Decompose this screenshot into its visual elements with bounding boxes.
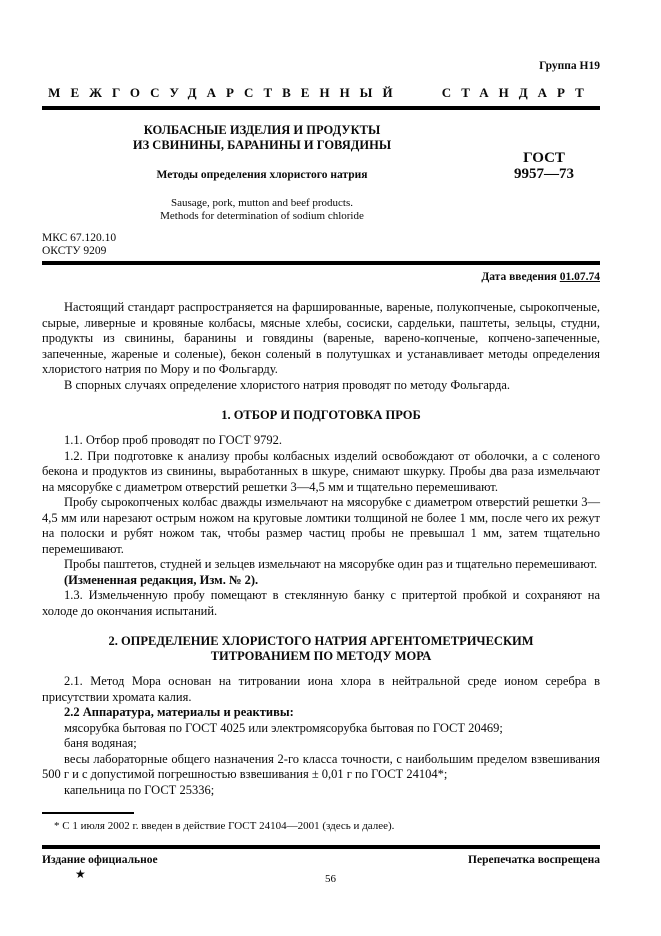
classification-codes — [42, 232, 600, 258]
footnote-text: * С 1 июля 2002 г. введен в действие ГОСТ 24104—2001 (здесь и далее). — [54, 820, 395, 832]
document-title — [42, 123, 482, 153]
apparatus-item-1: мясорубка бытовая по ГОСТ 4025 или электромясорубка бытовая по ГОСТ 20469; — [64, 720, 503, 735]
mks-code: МКС 67.120.10 — [42, 232, 117, 244]
footnote-block — [42, 812, 600, 833]
section-1-body — [42, 433, 600, 619]
apparatus-item-3: весы лабораторные общего назначения 2-го класса точности, с наибольшим пределом взвешивания 500 г и с допустимой погрешностью взвешивания ± 0,01 г по ГОСТ 24104*; — [42, 751, 600, 781]
document-subtitle: Методы определения хлористого натрия — [156, 169, 368, 181]
top-divider — [42, 106, 600, 110]
introduction-date — [42, 271, 600, 283]
standard-type-heading: МЕЖГОСУДАРСТВЕННЫЙ СТАНДАРТ — [48, 85, 594, 100]
section-1-heading: 1. ОТБОР И ПОДГОТОВКА ПРОБ — [221, 408, 421, 422]
clause-1-1: 1.1. Отбор проб проводят по ГОСТ 9792. — [64, 433, 282, 447]
section-2-body — [42, 674, 600, 798]
gost-designation — [488, 123, 600, 222]
section-2-heading — [42, 634, 600, 664]
intro-paragraph-1: Настоящий стандарт распространяется на фаршированные, вареные, полукопченые, сырокопченые, сырые, ливерные и кровяные колбасы, мясные хлебы, сосиски, сардельки, паштеты, зельцы, студни, продукты из свинины, баранины и говядины (вареные, варено-копченые, копчено-запеченные, запеченные, жареные и соленые), бекон соленый в полутушках и устанавливает методы определения хлористого натрия по Мору и по Фольгарду. — [42, 300, 600, 376]
amendment-note: (Измененная редакция, Изм. № 2). — [64, 572, 259, 587]
section-2-heading-line1: 2. ОПРЕДЕЛЕНИЕ ХЛОРИСТОГО НАТРИЯ АРГЕНТОМЕТРИЧЕСКИМ — [108, 634, 534, 648]
footer-reprint-prohibited-label: Перепечатка воспрещена — [468, 854, 600, 866]
gost-number: 9957—73 — [514, 166, 574, 182]
mid-divider — [42, 261, 600, 265]
page-content — [42, 0, 600, 880]
clause-1-2: 1.2. При подготовке к анализу пробы колбасных изделий освобождают от оболочки, а с соленого бекона и продуктов из свинины, выработанных в шкуре, снимают шкурку. Пробы два раза измельчают на мясорубке с диаметром отверстий решетки 3—4,5 мм и тщательно перемешивают. — [42, 448, 600, 494]
footer — [42, 854, 600, 866]
group-label: Группа Н19 — [539, 60, 600, 72]
document-title-english-line2: Methods for determination of sodium chloride — [160, 209, 364, 222]
apparatus-item-4: капельница по ГОСТ 25336; — [64, 782, 215, 797]
document-title-english-line1: Sausage, pork, mutton and beef products. — [170, 197, 354, 209]
clause-1-3: 1.3. Измельченную пробу помещают в стеклянную банку с притертой пробкой и сохраняют на холоде до окончания испытаний. — [42, 588, 600, 618]
intro-paragraph-2: В спорных случаях определение хлористого натрия проводят по методу Фольгарда. — [64, 377, 511, 392]
official-star-icon: ★ — [75, 867, 86, 881]
introduction-date-label: Дата введения — [481, 271, 557, 283]
footer-divider — [42, 845, 600, 849]
page-number: 56 — [325, 873, 336, 885]
document-title-line1: КОЛБАСНЫЕ ИЗДЕЛИЯ И ПРОДУКТЫ — [143, 123, 381, 137]
intro-section — [42, 300, 600, 393]
footer-official-edition-label: Издание официальное — [42, 854, 158, 866]
title-block — [42, 123, 600, 222]
gost-label: ГОСТ — [523, 150, 565, 166]
footnote-divider — [42, 812, 134, 814]
title-column — [42, 123, 488, 222]
clause-1-2-continued-1: Пробу сырокопченых колбас дважды измельчают на мясорубке с диаметром отверстий решетки 3—4,5 мм или нарезают острым ножом на круговые ломтики толщиной не более 1 мм, после чего их режут на полоски и рубят ножом так, чтобы размер частиц пробы не превышал 1 мм, затем тщательно перемешивают. — [42, 495, 600, 556]
clause-2-1: 2.1. Метод Мора основан на титровании иона хлора в нейтральной среде ионом серебра в присутствии хромата калия. — [42, 674, 600, 704]
apparatus-item-2: баня водяная; — [64, 736, 137, 750]
okstu-code: ОКСТУ 9209 — [42, 245, 107, 257]
clause-1-2-continued-2: Пробы паштетов, студней и зельцев измельчают на мясорубке один раз и тщательно перемешивают. — [64, 557, 598, 571]
section-2-heading-line2: ТИТРОВАНИЕМ ПО МЕТОДУ МОРА — [210, 649, 432, 663]
clause-2-2-label: 2.2 Аппаратура, материалы и реактивы: — [64, 705, 294, 719]
document-title-english — [42, 197, 482, 222]
document-title-line2: ИЗ СВИНИНЫ, БАРАНИНЫ И ГОВЯДИНЫ — [132, 138, 392, 152]
introduction-date-value: 01.07.74 — [559, 271, 600, 283]
